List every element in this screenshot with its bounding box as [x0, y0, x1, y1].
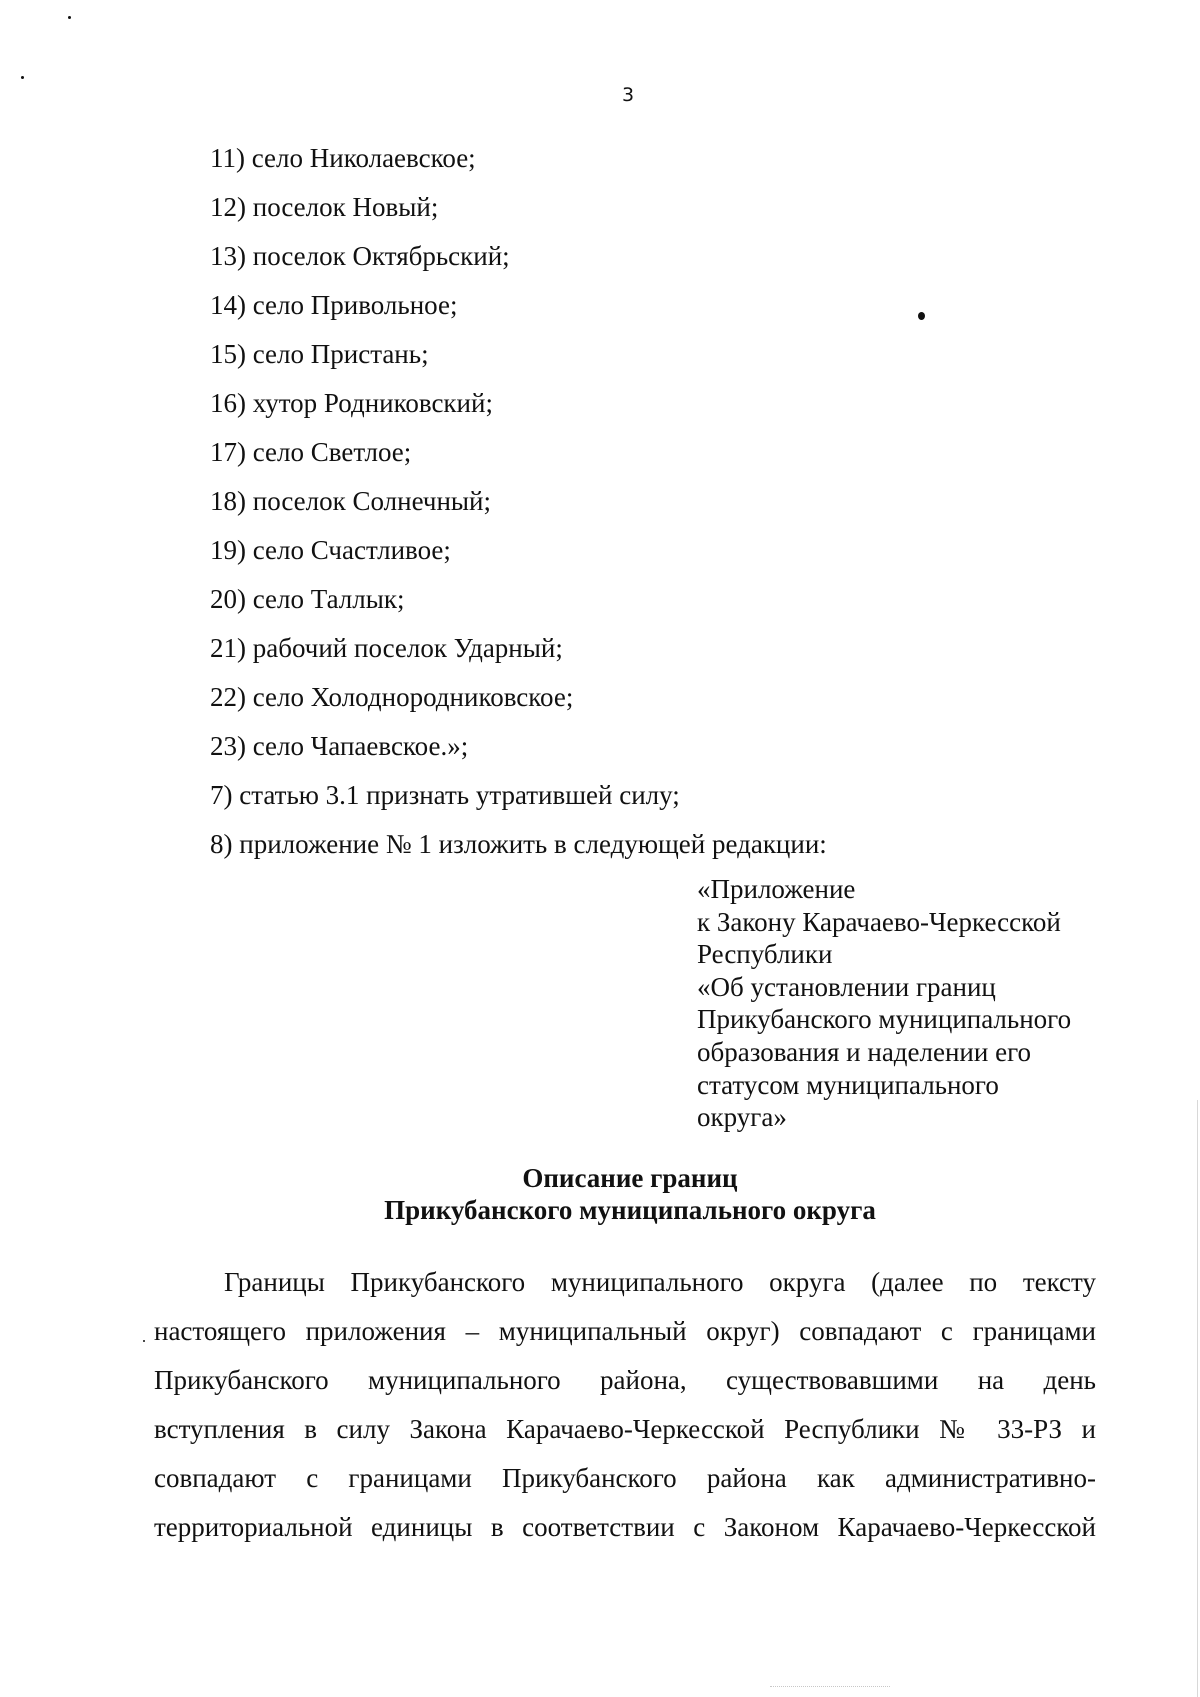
list-item: 11) село Николаевское;: [210, 143, 476, 173]
appendix-note-line: образования и наделении его: [697, 1036, 1031, 1067]
appendix-note-line: «Приложение: [697, 874, 856, 904]
appendix-note-line: к Закону Карачаево-Черкесской: [697, 906, 1061, 937]
list-item: 21) рабочий поселок Ударный;: [210, 633, 563, 663]
scan-speck: [68, 16, 71, 19]
list-item: 12) поселок Новый;: [210, 192, 439, 222]
list-item: 20) село Таллык;: [210, 584, 405, 614]
list-item: 23) село Чапаевское.»;: [210, 731, 469, 761]
paragraph-line: совпадают с границами Прикубанского района как административно-: [154, 1463, 1096, 1493]
paragraph-line: территориальной единицы в соответствии с Законом Карачаево-Черкесской: [154, 1512, 1096, 1542]
heading-line: Прикубанского муниципального округа: [384, 1195, 876, 1225]
page-number: 3: [621, 84, 635, 106]
paragraph-line: настоящего приложения – муниципальный округ) совпадают с границами: [154, 1316, 1096, 1346]
paragraph-line: Границы Прикубанского муниципального округа (далее по тексту: [224, 1267, 1096, 1297]
list-item: 16) хутор Родниковский;: [210, 388, 493, 418]
list-item: 13) поселок Октябрьский;: [210, 241, 510, 271]
appendix-note-line: округа»: [697, 1102, 787, 1133]
list-item: 19) село Счастливое;: [210, 535, 451, 565]
list-item: 7) статью 3.1 признать утратившей силу;: [210, 780, 680, 810]
list-item: 14) село Привольное;: [210, 290, 458, 320]
paragraph-line: Прикубанского муниципального района, существовавшими на день: [154, 1365, 1096, 1395]
heading-line: Описание границ: [522, 1163, 738, 1193]
scan-bottom-dots: [770, 1686, 890, 1687]
appendix-note: [697, 873, 1117, 1134]
appendix-note-line: Республики: [697, 939, 833, 970]
section-heading: [0, 1162, 1200, 1226]
body-paragraph: [154, 1258, 1096, 1552]
paragraph-line: вступления в силу Закона Карачаево-Черкесской Республики № 33-РЗ и: [154, 1414, 1096, 1444]
list-item: 17) село Светлое;: [210, 437, 412, 467]
appendix-note-line: «Об установлении границ: [697, 971, 996, 1002]
amendment-list: [210, 134, 827, 869]
scan-speck: [21, 76, 24, 79]
list-item: 22) село Холоднородниковское;: [210, 682, 574, 712]
list-item: 15) село Пристань;: [210, 339, 429, 369]
appendix-note-line: статусом муниципального: [697, 1069, 999, 1100]
scan-speck: [143, 1340, 145, 1342]
appendix-note-line: Прикубанского муниципального: [697, 1004, 1072, 1035]
scan-speck: [918, 312, 925, 320]
list-item: 8) приложение № 1 изложить в следующей редакции:: [210, 829, 827, 859]
list-item: 18) поселок Солнечный;: [210, 486, 492, 516]
